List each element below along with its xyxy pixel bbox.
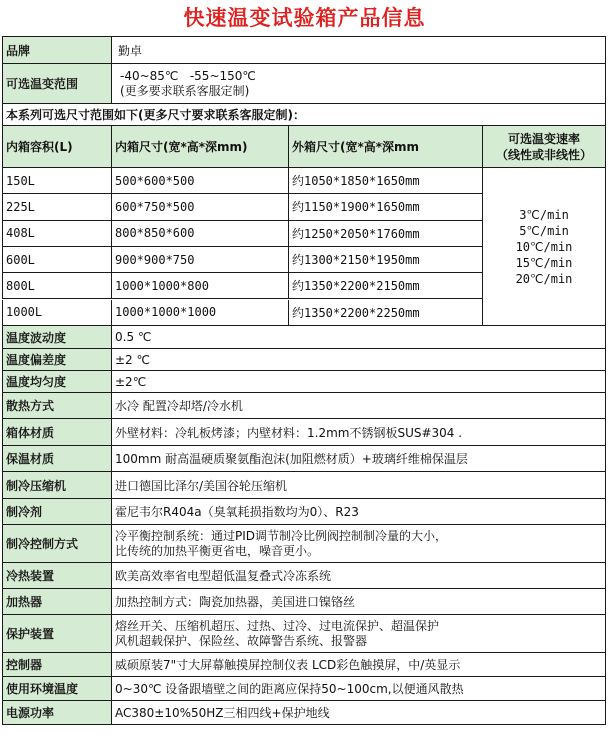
spec-row xyxy=(2,472,606,499)
spec-row xyxy=(2,677,606,701)
spec-row xyxy=(2,371,606,393)
spec-label: 温度波动度 xyxy=(3,326,112,348)
brand-label: 品牌 xyxy=(3,37,112,63)
spec-value: 加热控制方式：陶瓷加热器，美国进口镍铬丝 xyxy=(112,589,605,614)
temp-range-label: 可选温变范围 xyxy=(3,64,112,103)
size-inner: 900*900*750 xyxy=(112,247,289,272)
spec-label: 箱体材质 xyxy=(3,419,112,445)
size-outer: 约1350*2200*2250mm xyxy=(289,300,483,325)
size-outer: 约1050*1850*1650mm xyxy=(289,168,483,193)
rate-item: 15℃/min xyxy=(515,255,573,270)
rate-header-line1: 可选温变速率 xyxy=(507,131,580,146)
spec-value: ±2 ℃ xyxy=(112,349,605,370)
spec-row xyxy=(2,589,606,615)
spec-value xyxy=(112,615,605,652)
size-table-header xyxy=(2,126,606,168)
size-volume: 150L xyxy=(3,168,112,193)
spec-row xyxy=(2,419,606,446)
brand-value: 勤卓 xyxy=(112,37,605,63)
rate-item: 20℃/min xyxy=(515,271,573,286)
size-row xyxy=(2,273,482,299)
size-row xyxy=(2,194,482,220)
inner-size-header: 内箱尺寸(宽*高*深mm) xyxy=(112,126,289,167)
size-volume: 408L xyxy=(3,221,112,246)
spec-label: 冷热装置 xyxy=(3,563,112,588)
spec-value: ±2℃ xyxy=(112,371,605,392)
size-row xyxy=(2,221,482,247)
size-outer: 约1300*2150*1950mm xyxy=(289,247,483,272)
temp-range-row xyxy=(2,64,606,104)
spec-row xyxy=(2,615,606,653)
spec-label: 使用环境温度 xyxy=(3,677,112,700)
size-row xyxy=(2,168,482,194)
spec-value: AC380±10%50HZ三相四线+保护地线 xyxy=(112,701,605,724)
size-outer: 约1150*1900*1650mm xyxy=(289,194,483,219)
size-row xyxy=(2,247,482,273)
spec-label: 保温材质 xyxy=(3,446,112,471)
volume-header: 内箱容积(L) xyxy=(3,126,112,167)
spec-label: 温度均匀度 xyxy=(3,371,112,392)
size-volume: 600L xyxy=(3,247,112,272)
spec-value xyxy=(112,525,605,562)
size-inner: 500*600*500 xyxy=(112,168,289,193)
size-outer: 约1250*2050*1760mm xyxy=(289,221,483,246)
spec-value-line1: 熔丝开关、压缩机超压、过热、过冷、过电流保护、超温保护 xyxy=(115,618,440,633)
spec-row xyxy=(2,525,606,563)
spec-row xyxy=(2,653,606,677)
spec-label: 散热方式 xyxy=(3,393,112,418)
temp-range-line1: -40~85℃ -55~150℃ xyxy=(120,68,256,83)
spec-value: 威硕原装7"寸大屏幕触摸屏控制仪表 LCD彩色触摸屏，中/英显示 xyxy=(112,653,605,676)
rate-header xyxy=(483,126,605,167)
spec-label: 控制器 xyxy=(3,653,112,676)
size-inner: 1000*1000*800 xyxy=(112,273,289,298)
rate-item: 3℃/min xyxy=(519,207,569,222)
temp-range-value xyxy=(112,64,605,103)
rate-item: 10℃/min xyxy=(515,239,573,254)
spec-label: 制冷压缩机 xyxy=(3,472,112,498)
temp-range-line2: (更多要求联系客服定制) xyxy=(120,83,250,98)
spec-value: 进口德国比泽尔/美国谷轮压缩机 xyxy=(112,472,605,498)
spec-row xyxy=(2,349,606,371)
rate-item: 5℃/min xyxy=(519,223,569,238)
brand-row xyxy=(2,36,606,64)
size-volume: 800L xyxy=(3,273,112,298)
spec-row xyxy=(2,563,606,589)
rate-header-line2: （线性或非线性） xyxy=(495,147,592,162)
spec-value: 0~30℃ 设备跟墙壁之间的距离应保持50~100cm,以便通风散热 xyxy=(112,677,605,700)
spec-value-line2: 风机超载保护、保险丝、故障警告系统、报警器 xyxy=(115,633,368,648)
spec-value: 水冷 配置冷却塔/冷水机 xyxy=(112,393,605,418)
spec-value: 100mm 耐高温硬质聚氨酯泡沫(加阻燃材质）+玻璃纤维棉保温层 xyxy=(112,446,605,471)
spec-label: 制冷控制方式 xyxy=(3,525,112,562)
size-inner: 800*850*600 xyxy=(112,221,289,246)
size-row xyxy=(2,300,482,326)
spec-row xyxy=(2,701,606,725)
spec-value: 欧美高效率省电型超低温复叠式冷冻系统 xyxy=(112,563,605,588)
size-inner: 1000*1000*1000 xyxy=(112,300,289,325)
spec-label: 电源功率 xyxy=(3,701,112,724)
spec-label: 温度偏差度 xyxy=(3,349,112,370)
size-volume: 1000L xyxy=(3,300,112,325)
spec-row xyxy=(2,393,606,419)
spec-value: 霍尼韦尔R404a（臭氧耗损指数均为0）、R23 xyxy=(112,499,605,524)
spec-value: 0.5 ℃ xyxy=(112,326,605,348)
size-inner: 600*750*500 xyxy=(112,194,289,219)
page-title: 快速温变试验箱产品信息 xyxy=(183,5,426,30)
spec-value-line1: 冷平衡控制系统：通过PID调节制冷比例阀控制制冷量的大小， xyxy=(115,528,448,543)
spec-row xyxy=(2,499,606,525)
spec-label: 制冷剂 xyxy=(3,499,112,524)
spec-label: 加热器 xyxy=(3,589,112,614)
spec-label: 保护装置 xyxy=(3,615,112,652)
spec-value-line2: 比传统的加热平衡更省电，噪音更小。 xyxy=(115,543,320,558)
spec-row xyxy=(2,326,606,349)
size-section-heading-row xyxy=(2,104,606,126)
spec-row xyxy=(2,446,606,472)
outer-size-header: 外箱尺寸(宽*高*深mm xyxy=(289,126,483,167)
rate-list xyxy=(482,168,606,326)
size-volume: 225L xyxy=(3,194,112,219)
size-section-heading: 本系列可选尺寸范围如下(更多尺寸要求联系客服定制)： xyxy=(6,108,305,122)
size-outer: 约1350*2200*2150mm xyxy=(289,273,483,298)
spec-value: 外壁材料：冷轧板烤漆；内壁材料：1.2mm不锈钢板SUS#304 . xyxy=(112,419,605,445)
